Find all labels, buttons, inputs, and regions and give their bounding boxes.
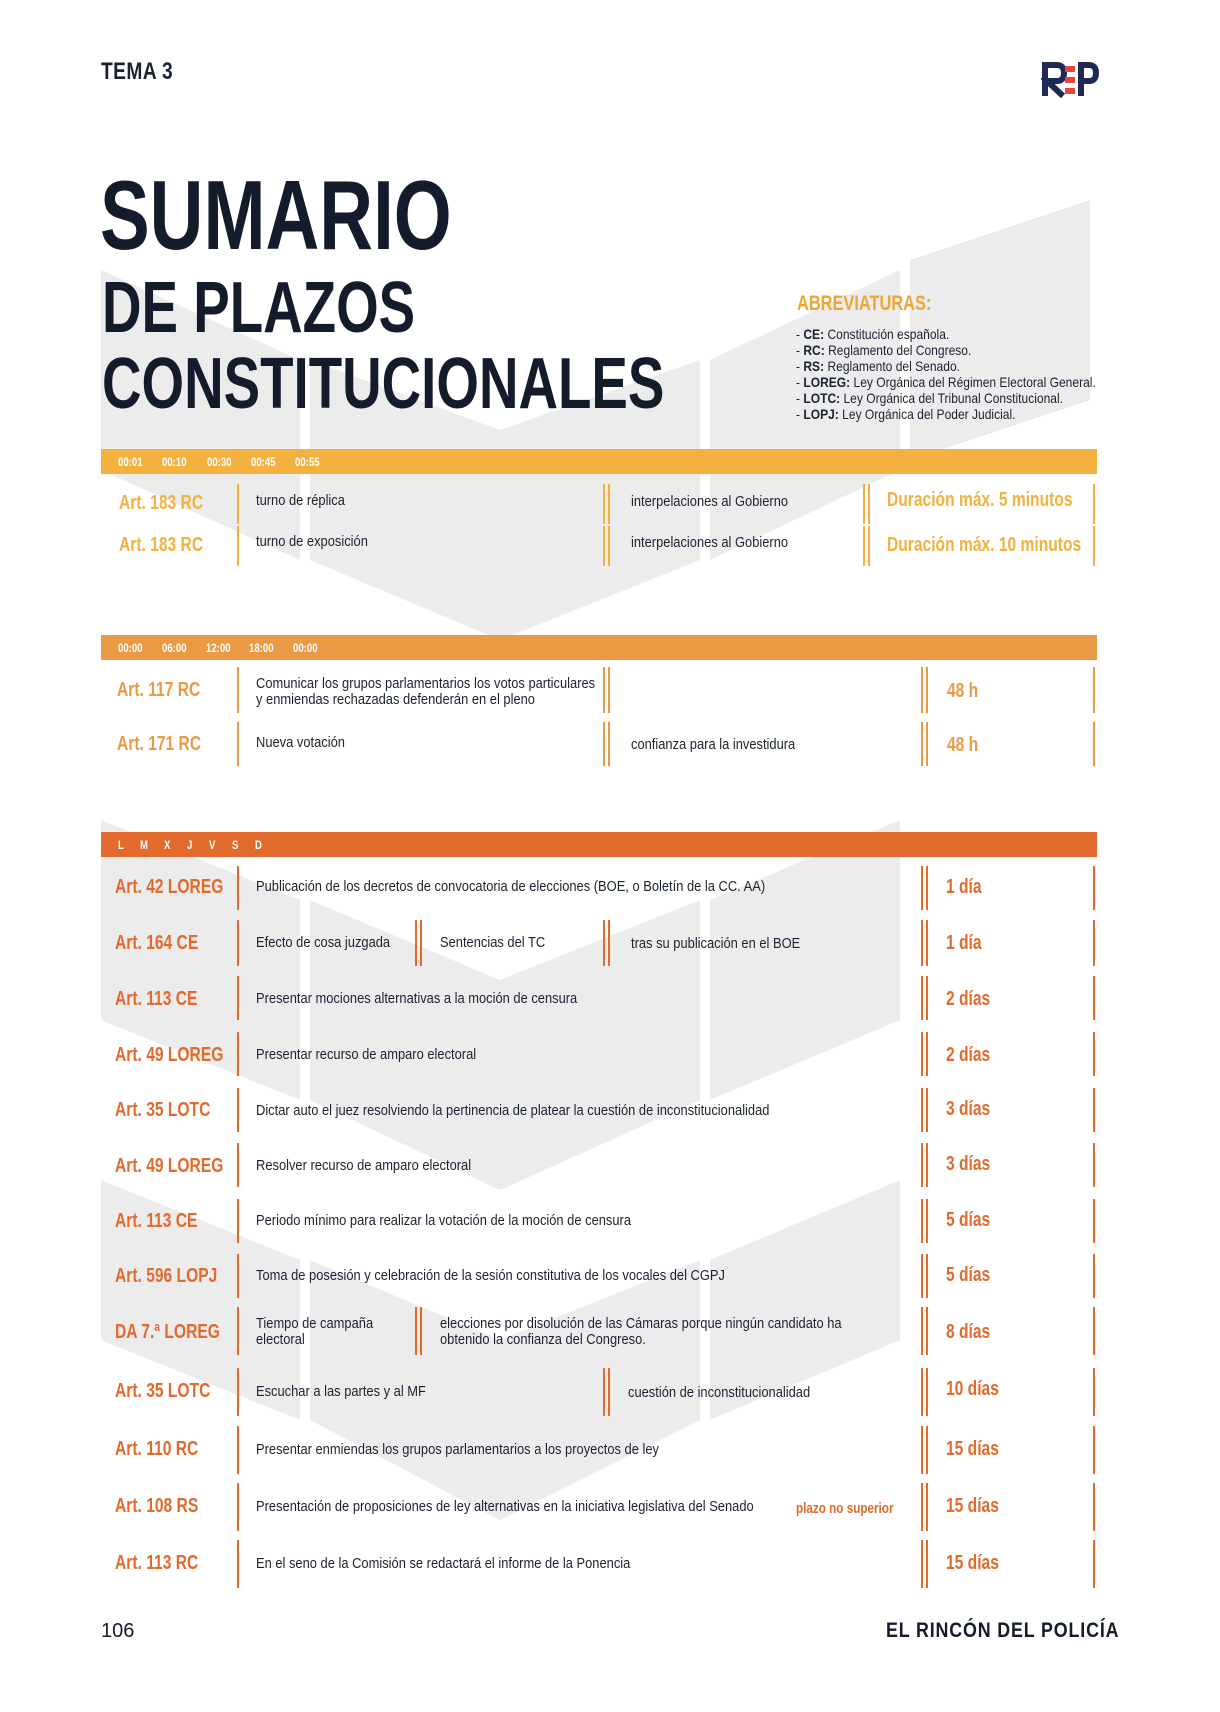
time-label: 00:30 [207,455,232,469]
time-label: 00:00 [118,641,143,655]
divider [921,1143,923,1187]
divider [237,1307,239,1355]
divider [926,866,928,910]
table-row [101,722,1097,768]
divider [926,1088,928,1132]
divider [415,1307,417,1355]
divider [608,722,610,766]
table-row [101,1143,1097,1189]
divider [1093,920,1095,966]
divider [868,526,870,566]
divider [921,866,923,910]
duration: 5 días [946,1209,991,1231]
divider [926,1254,928,1298]
divider [603,667,605,713]
article-ref: Art. 113 CE [115,1210,198,1232]
duration: 8 días [946,1321,991,1343]
day-label: L [118,838,124,852]
row-text: Nueva votación [256,734,345,751]
row-text: turno de réplica [256,492,345,509]
divider [1093,1143,1095,1187]
divider [1093,1540,1095,1588]
divider [1093,722,1095,766]
divider [603,484,605,524]
divider [1093,484,1095,524]
article-ref: Art. 108 RS [115,1495,199,1517]
divider [921,1088,923,1132]
time-label: 18:00 [249,641,274,655]
divider [926,667,928,713]
table-row [101,1483,1097,1533]
time-label: 00:00 [293,641,318,655]
row-text: En el seno de la Comisión se redactará el informe de la Ponencia [256,1555,631,1572]
article-ref: DA 7.ª LOREG [115,1321,220,1343]
divider [1093,1483,1095,1531]
divider [1093,1199,1095,1243]
divider [603,526,605,566]
row-text: confianza para la investidura [631,736,796,753]
divider [926,920,928,966]
brand-footer: EL RINCÓN DEL POLICÍA [886,1619,1120,1642]
divider [237,484,239,524]
abbreviation-item: - LOPJ: Ley Orgánica del Poder Judicial. [796,406,1016,422]
divider [1093,1368,1095,1416]
abbreviations-list [796,326,1145,422]
table-row [101,866,1097,912]
divider [608,526,610,566]
table-row [101,1307,1097,1357]
row-text: electoral [256,1331,305,1348]
table-row [101,667,1097,715]
day-label: D [255,838,262,852]
duration: Duración máx. 10 minutos [887,534,1082,556]
duration: 5 días [946,1264,991,1286]
article-ref: Art. 596 LOPJ [115,1265,218,1287]
abbreviation-item: - RS: Reglamento del Senado. [796,358,960,374]
divider [237,1426,239,1474]
divider [237,1199,239,1243]
article-ref: Art. 183 RC [119,534,204,556]
row-text: Presentación de proposiciones de ley alternativas en la iniciativa legislativa del Senado [256,1498,754,1515]
divider [921,1426,923,1474]
title-sumario: SUMARIO [100,160,452,270]
divider [926,1307,928,1355]
abbreviation-item: - LOTC: Ley Orgánica del Tribunal Constitucional. [796,390,1064,406]
duration: 1 día [946,876,982,898]
divider [237,1088,239,1132]
divider [237,667,239,713]
divider [237,1143,239,1187]
divider [921,1483,923,1531]
divider [608,667,610,713]
time-label: 12:00 [206,641,231,655]
row-text: Presentar recurso de amparo electoral [256,1046,477,1063]
deadline-note: plazo no superior [796,1500,894,1517]
duration: 1 día [946,932,982,954]
divider [1093,1254,1095,1298]
day-label: X [164,838,171,852]
day-label: M [140,838,148,852]
divider [237,1368,239,1416]
section-bar-minutes [101,449,1097,474]
row-text: Efecto de cosa juzgada [256,934,391,951]
article-ref: Art. 49 LOREG [115,1044,224,1066]
table-row [101,976,1097,1022]
divider [603,1368,605,1416]
duration: 15 días [946,1552,999,1574]
day-label: J [187,838,193,852]
duration: 48 h [947,734,979,756]
table-row [101,1199,1097,1245]
time-label: 00:55 [295,455,320,469]
section-bar-days [101,832,1097,857]
divider [921,1307,923,1355]
article-ref: Art. 110 RC [115,1438,199,1460]
day-label: V [209,838,216,852]
divider [237,1540,239,1588]
divider [926,722,928,766]
time-label: 00:45 [251,455,276,469]
time-label: 06:00 [162,641,187,655]
divider [921,722,923,766]
divider [237,1483,239,1531]
time-label: 00:01 [118,455,143,469]
row-text: elecciones por disolución de las Cámaras porque ningún candidato ha [440,1315,842,1332]
row-text: Presentar mociones alternativas a la moción de censura [256,990,578,1007]
divider [926,1426,928,1474]
divider [926,1483,928,1531]
row-text: interpelaciones al Gobierno [631,534,789,551]
divider [1093,1307,1095,1355]
divider [237,866,239,910]
article-ref: Art. 35 LOTC [115,1099,211,1121]
row-text: Tiempo de campaña [256,1315,374,1332]
table-row [101,1254,1097,1300]
divider [1093,1032,1095,1076]
divider [420,920,422,966]
divider [237,920,239,966]
row-text: obtenido la confianza del Congreso. [440,1331,646,1348]
row-text: Dictar auto el juez resolviendo la pertinencia de platear la cuestión de inconstitucionalidad [256,1102,770,1119]
divider [926,1199,928,1243]
table-row [101,484,1097,526]
divider [926,1032,928,1076]
divider [921,976,923,1020]
divider [926,1368,928,1416]
row-text: Presentar enmiendas los grupos parlamentarios a los proyectos de ley [256,1441,659,1458]
divider [1093,1088,1095,1132]
table-row [101,920,1097,968]
divider [603,920,605,966]
row-text: Periodo mínimo para realizar la votación de la moción de censura [256,1212,632,1229]
table-row [101,526,1097,568]
abbreviation-item: - CE: Constitución española. [796,326,950,342]
article-ref: Art. 171 RC [117,733,202,755]
divider [237,976,239,1020]
title-constitucionales: CONSTITUCIONALES [102,344,665,424]
duration: 15 días [946,1438,999,1460]
abbreviation-item: - RC: Reglamento del Congreso. [796,342,972,358]
row-text: y enmiendas rechazadas defenderán en el pleno [256,691,535,708]
divider [926,976,928,1020]
duration: 2 días [946,1044,991,1066]
abbreviations-title: ABREVIATURAS: [797,292,932,315]
abbreviation-item: - LOREG: Ley Orgánica del Régimen Electoral General. [796,374,1096,390]
duration: 10 días [946,1378,999,1400]
row-text: tras su publicación en el BOE [631,935,801,952]
table-row [101,1426,1097,1476]
divider [237,1254,239,1298]
divider [237,1032,239,1076]
article-ref: Art. 42 LOREG [115,876,224,898]
article-ref: Art. 183 RC [119,492,204,514]
row-text: Escuchar a las partes y al MF [256,1383,426,1400]
divider [603,722,605,766]
time-label: 00:10 [162,455,187,469]
row-text: turno de exposición [256,533,368,550]
divider [1093,526,1095,566]
divider [1093,866,1095,910]
row-text: interpelaciones al Gobierno [631,493,789,510]
divider [420,1307,422,1355]
chapter-label: TEMA 3 [101,58,174,85]
divider [237,722,239,766]
divider [921,667,923,713]
table-row [101,1540,1097,1590]
table-row [101,1032,1097,1078]
table-row [101,1088,1097,1134]
duration: 2 días [946,988,991,1010]
divider [921,1540,923,1588]
divider [608,484,610,524]
divider [863,526,865,566]
divider [921,1032,923,1076]
article-ref: Art. 113 RC [115,1552,199,1574]
row-text: Sentencias del TC [440,934,546,951]
divider [1093,667,1095,713]
divider [1093,976,1095,1020]
divider [921,1254,923,1298]
duration: 15 días [946,1495,999,1517]
article-ref: Art. 164 CE [115,932,199,954]
row-text: Toma de posesión y celebración de la sesión constitutiva de los vocales del CGPJ [256,1267,725,1284]
divider [921,1199,923,1243]
title-de-plazos: DE PLAZOS [102,268,416,348]
duration: 48 h [947,680,979,702]
page-number: 106 [101,1620,135,1642]
duration: Duración máx. 5 minutos [887,489,1073,511]
divider [868,484,870,524]
row-text: Comunicar los grupos parlamentarios los votos particulares [256,675,596,692]
divider [237,526,239,566]
article-ref: Art. 113 CE [115,988,198,1010]
divider [921,1368,923,1416]
section-bar-hours [101,635,1097,660]
rdp-logo [1041,60,1099,100]
article-ref: Art. 49 LOREG [115,1155,224,1177]
row-text: cuestión de inconstitucionalidad [628,1384,811,1401]
divider [921,920,923,966]
article-ref: Art. 117 RC [117,679,201,701]
divider [415,920,417,966]
article-ref: Art. 35 LOTC [115,1380,211,1402]
divider [863,484,865,524]
divider [1093,1426,1095,1474]
divider [926,1540,928,1588]
table-row [101,1368,1097,1418]
row-text: Resolver recurso de amparo electoral [256,1157,472,1174]
duration: 3 días [946,1153,991,1175]
divider [608,920,610,966]
divider [608,1368,610,1416]
day-label: S [232,838,239,852]
row-text: Publicación de los decretos de convocatoria de elecciones (BOE, o Boletín de la CC. AA) [256,878,766,895]
duration: 3 días [946,1098,991,1120]
divider [926,1143,928,1187]
